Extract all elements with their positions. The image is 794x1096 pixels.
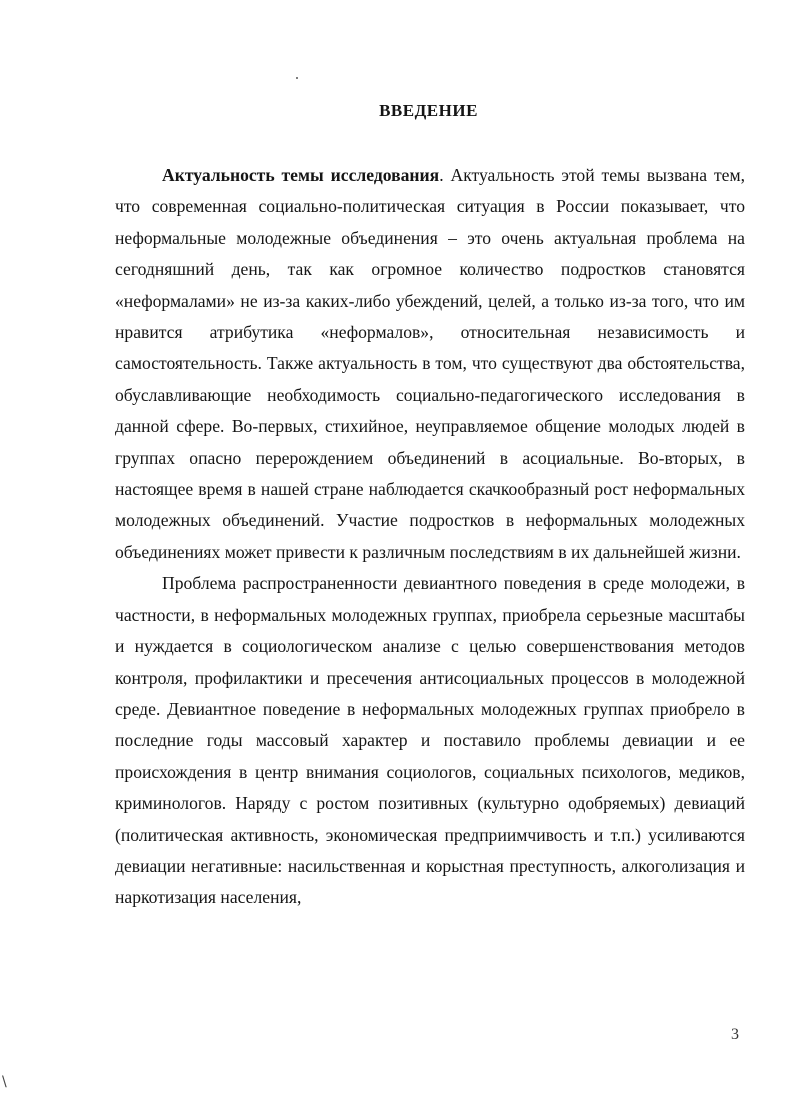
body-text	[115, 160, 745, 914]
page-number: 3	[731, 1026, 739, 1043]
scan-corner-mark: \	[2, 1074, 7, 1090]
page-title: ВВЕДЕНИЕ	[379, 101, 478, 120]
scan-speck	[296, 77, 298, 79]
paragraph-text: . Актуальность этой темы вызвана тем, что современная социально-политическая ситуация в России показывает, что неформальные молодежные объединения – это очень актуальная проблема на сегодняшний день, так как огромное количество подростков становятся «неформалами» не из-за каких-либо убеждений, целей, а только из-за того, что им нравится атрибутика «неформалов», относительная независимость и самостоятельность. Также актуальность в том, что существуют два обстоятельства, обуславливающие необходимость социально-педагогического исследования в данной сфере. Во-первых, стихийное, неуправляемое общение молодых людей в группах опасно перерождением объединений в асоциальные. Во-вторых, в настоящее время в нашей стране наблюдается скачкообразный рост неформальных молодежных объединений. Участие подростков в неформальных молодежных объединениях может привести к различным последствиям в их дальнейшей жизни.	[115, 165, 746, 562]
paragraph-relevance	[115, 160, 745, 568]
paragraph-deviance	[115, 568, 745, 913]
paragraph-lead: Актуальность темы исследования	[162, 165, 440, 185]
paragraph-text: Проблема распространенности девиантного поведения в среде молодежи, в частности, в неформальных молодежных группах, приобрела серьезные масштабы и нуждается в социологическом анализе с целью совершенствования методов контроля, профилактики и пресечения антисоциальных процессов в молодежной среде. Девиантное поведение в неформальных молодежных группах приобрело в последние годы массовый характер и поставило проблемы девиации и ее происхождения в центр внимания социологов, социальных психологов, медиков, криминологов. Наряду с ростом позитивных (культурно одобряемых) девиаций (политическая активность, экономическая предприимчивость и т.п.) усиливаются девиации негативные: насильственная и корыстная преступность, алкоголизация и наркотизация населения,	[115, 573, 745, 908]
